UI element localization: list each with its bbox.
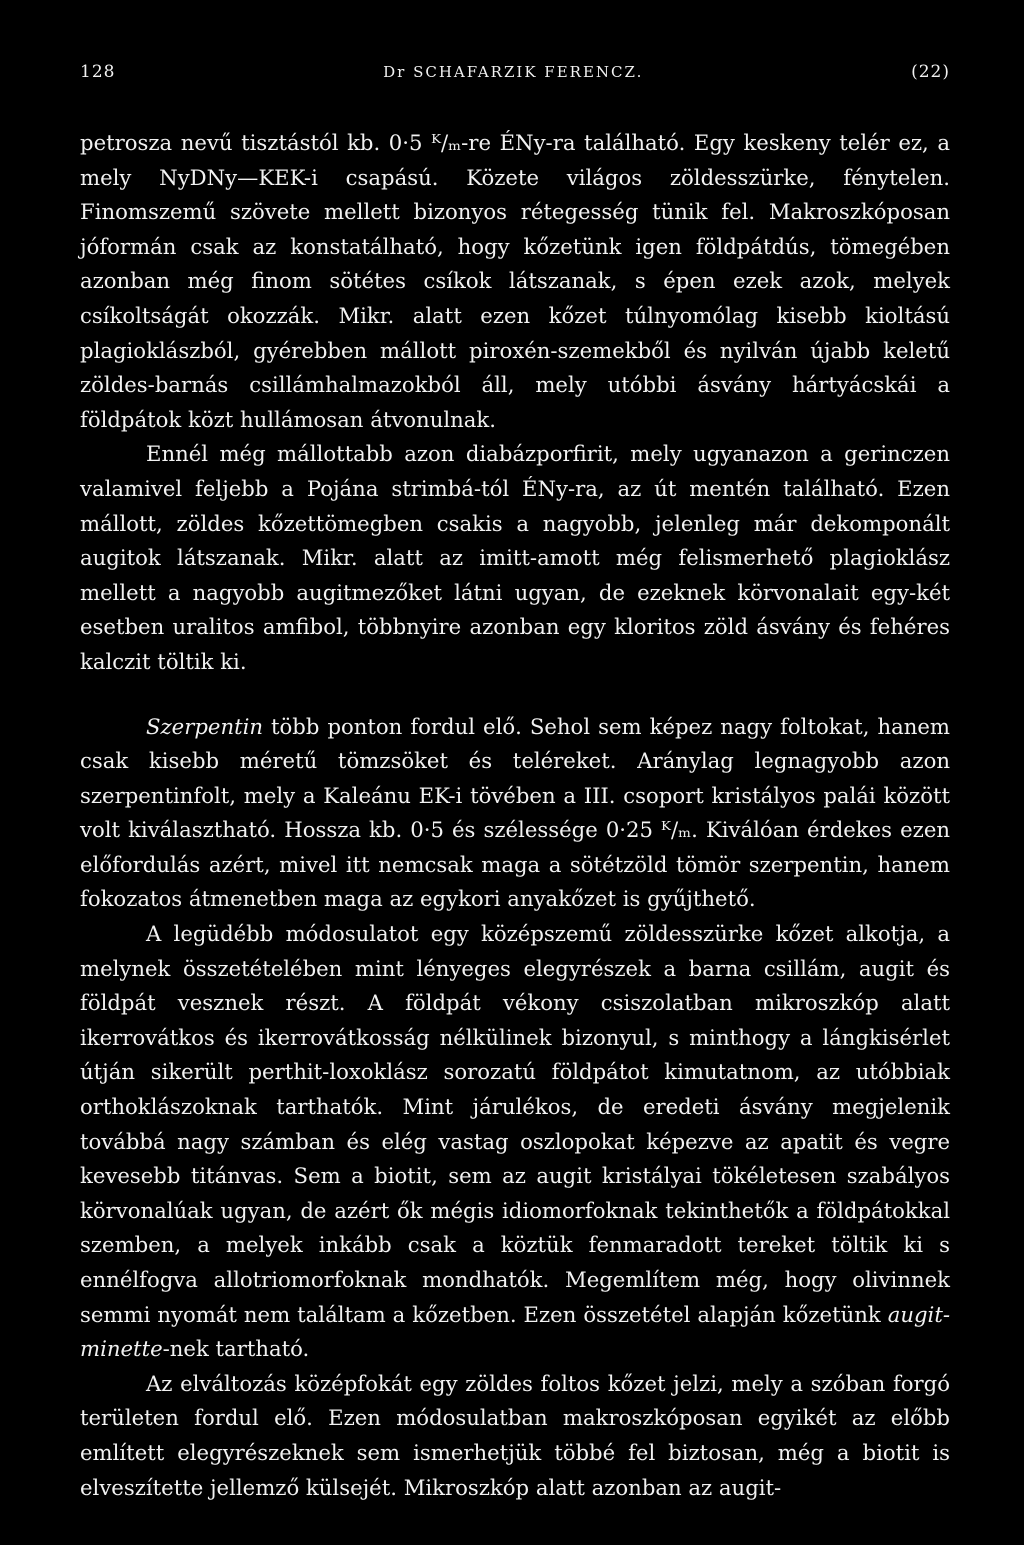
body-text bbox=[80, 126, 950, 1505]
term-augit-minette: augit-minette bbox=[80, 1301, 950, 1362]
paragraph-2: Ennél még mállottabb azon diabázporfirit, mely ugyanazon a gerinczen valamivel feljebb a Pojána strimbá-tól ÉNy-ra, az út mentén található. Ezen mállott, zöldes kőzettömegben csakis a nagyobb, jelenleg már dekomponált augitok látszanak. Mikr. alatt az imitt-amott még felismerhető plagioklász mellett a nagyobb augitmezőket látni ugyan, de ezeknek körvonalait egy-két esetben uralitos amfibol, többnyire azonban egy kloritos zöld ásvány és fehéres kalczit töltik ki. bbox=[80, 441, 950, 674]
running-header bbox=[80, 62, 950, 82]
author-running-title: Dr SCHAFARZIK FERENCZ. bbox=[383, 63, 644, 81]
paragraph-serpentine bbox=[80, 710, 950, 918]
paragraph-1: petrosza nevű tisztástól kb. 0·5 ᴷ/ₘ-re ÉNy-ra található. Egy keskeny telér ez, a mely NyDNy—KEK-i csapású. Közete világos zöldesszürke, fénytelen. Finomszemű szövete mellett bizonyos rétegesség tünik fel. Makroszkóposan jóformán csak az konstatálható, hogy kőzetünk igen földpátdús, tömegében azonban még finom sötétes csíkok látszanak, s épen ezek azok, melyek csíkoltságát okozzák. Mikr. alatt ezen kőzet túlnyomólag kisebb kioltású plagioklászból, gyérebben mállott piroxén-szemekből és nyilván újabb keletű zöldes-barnás csillámhalmazokból áll, mely utóbbi ásvány hártyácskái a földpátok közt hullámosan átvonulnak. bbox=[80, 130, 950, 432]
paragraph-4 bbox=[80, 917, 950, 1367]
paragraph-serpentine-text: több ponton fordul elő. Sehol sem képez nagy foltokat, hanem csak kisebb méretű tömzsöket és teléreket. Aránylag legnagyobb azon szerpentinfolt, mely a Kaleánu EK-i tövében a III. csoport kristályos palái között volt kiválasztható. Hossza kb. 0·5 és szélessége 0·25 ᴷ/ₘ. Kiválóan érdekes ezen előfordulás azért, mivel itt nemcsak maga a sötétzöld tömör szerpentin, hanem fokozatos átmenetben maga az egykori anyakőzet is gyűjthető. bbox=[80, 713, 950, 912]
paragraph-4-tail: -nek tartható. bbox=[162, 1336, 310, 1362]
paragraph-4-text: A legüdébb módosulatot egy középszemű zöldesszürke kőzet alkotja, a melynek összetételében mint lényeges elegyrészek a barna csillám, augit és földpát vesznek részt. A földpát vékony csiszolatban mikroszkóp alatt ikerrovátkos és ikerrovátkosság nélkülinek bizonyul, s minthogy a lángkisérlet útján sikerült perthit-loxoklász sorozatú földpátot kimutatnom, az utóbbiak orthoklászoknak tarthatók. Mint járulékos, de eredeti ásvány megjelenik továbbá nagy számban és elég vastag oszlopokat képezve az apatit és vegre kevesebb titánvas. Sem a biotit, sem az augit kristályai tökéletesen szabályos körvonalúak ugyan, de azért ők mégis idiomorfoknak tekinthetők a földpátokkal szemben, a melyek inkább csak a köztük fenmaradott tereket töltik ki s ennélfogva allotriomorfoknak mondhatók. Megemlítem még, hogy olivinnek semmi nyomát nem találtam a kőzetben. Ezen összetétel alapján kőzetünk bbox=[80, 921, 950, 1327]
section-term-szerpentin: Szerpentin bbox=[146, 713, 264, 739]
page-number: 128 bbox=[80, 62, 116, 82]
section-number: (22) bbox=[911, 62, 950, 82]
paragraph-5: Az elváltozás középfokát egy zöldes foltos kőzet jelzi, mely a szóban forgó területen fordul elő. Ezen módosulatban makroszkóposan egyikét az előbb említett elegyrészeknek sem ismerhetjük többé fel biztosan, még a biotit is elveszítette jellemző külsejét. Mikroszkóp alatt azonban az augit- bbox=[80, 1370, 950, 1500]
